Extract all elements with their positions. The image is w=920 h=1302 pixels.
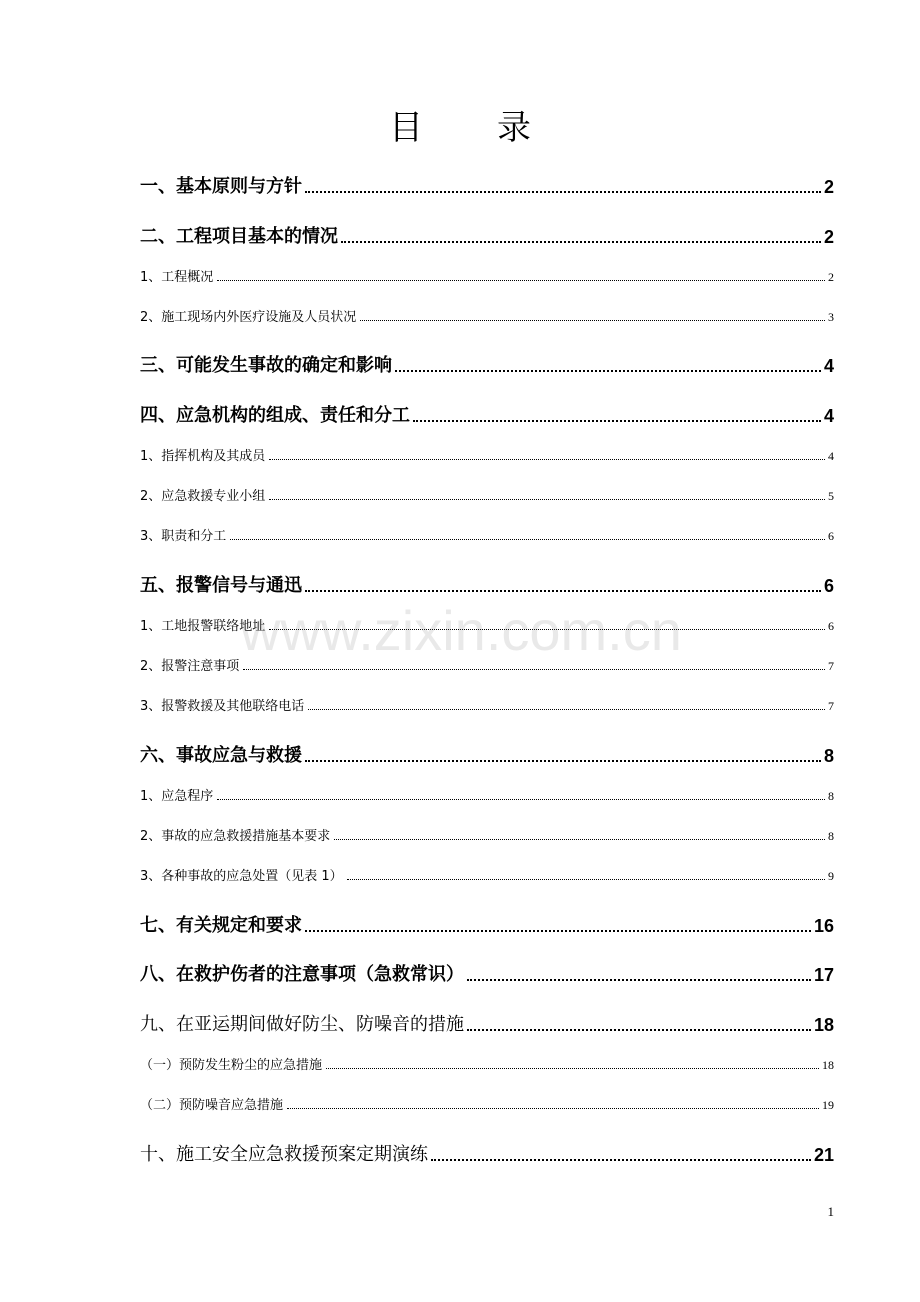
toc-entry-page: 7 xyxy=(828,659,834,673)
toc-leader-dots xyxy=(217,280,825,281)
toc-entry-page: 17 xyxy=(813,965,834,985)
toc-leader-dots xyxy=(360,320,825,321)
toc-leader-dots xyxy=(217,799,825,800)
toc-entry-label: 3、各种事故的应急处置（见表 1） xyxy=(140,869,343,884)
toc-subentry[interactable] xyxy=(140,485,834,504)
toc-entry-label: 3、职责和分工 xyxy=(140,529,227,544)
toc-entry-page: 6 xyxy=(828,529,834,543)
toc-subentry[interactable] xyxy=(140,266,834,285)
toc-entry-page: 19 xyxy=(822,1098,834,1112)
toc-entry[interactable] xyxy=(140,571,834,597)
toc-subentry[interactable] xyxy=(140,525,834,544)
toc-subentry[interactable] xyxy=(140,445,834,464)
toc-entry-label: 2、应急救援专业小组 xyxy=(140,489,266,504)
toc-entry-page: 4 xyxy=(828,449,834,463)
toc-entry-page: 3 xyxy=(828,310,834,324)
toc-entry-label: 2、施工现场内外医疗设施及人员状况 xyxy=(140,310,357,325)
toc-entry-page: 5 xyxy=(828,489,834,503)
toc-entry-label: 三、可能发生事故的确定和影响 xyxy=(140,355,392,376)
toc-leader-dots xyxy=(243,669,825,670)
toc-entry-label: 1、应急程序 xyxy=(140,789,214,804)
title-char-1: 目 xyxy=(389,108,423,148)
toc-entry[interactable] xyxy=(140,960,834,986)
toc-leader-dots xyxy=(334,839,825,840)
toc-entry-label: 1、工地报警联络地址 xyxy=(140,619,266,634)
toc-entry-label: 一、基本原则与方针 xyxy=(140,176,302,197)
toc-subentry[interactable] xyxy=(140,695,834,714)
toc-subentry[interactable] xyxy=(140,785,834,804)
watermark: www.zixin.com.cn xyxy=(240,599,682,662)
toc-entry[interactable] xyxy=(140,401,834,427)
toc-leader-dots xyxy=(308,709,825,710)
toc-entry-page: 21 xyxy=(813,1145,834,1165)
toc-entry-page: 6 xyxy=(823,576,834,596)
toc-entry-label: 2、报警注意事项 xyxy=(140,659,240,674)
title-char-2: 录 xyxy=(497,108,531,148)
toc-leader-dots xyxy=(305,760,821,762)
toc-entry-page: 9 xyxy=(828,869,834,883)
toc-leader-dots xyxy=(305,930,811,932)
toc-entry-label: 2、事故的应急救援措施基本要求 xyxy=(140,829,331,844)
toc-entry-label: 六、事故应急与救援 xyxy=(140,745,302,766)
toc-entry[interactable] xyxy=(140,351,834,377)
toc-leader-dots xyxy=(326,1068,819,1069)
toc-leader-dots xyxy=(395,370,821,372)
toc-entry-label: 二、工程项目基本的情况 xyxy=(140,226,338,247)
toc-subentry[interactable] xyxy=(140,306,834,325)
toc-subentry[interactable] xyxy=(140,865,834,884)
toc-entry-page: 18 xyxy=(813,1015,834,1035)
toc-entry-label: 十、施工安全应急救援预案定期演练 xyxy=(140,1144,428,1165)
toc-entry-label: 八、在救护伤者的注意事项（急救常识） xyxy=(140,964,464,985)
toc-entry-label: 七、有关规定和要求 xyxy=(140,915,302,936)
toc-leader-dots xyxy=(347,879,825,880)
toc-leader-dots xyxy=(467,1029,811,1031)
toc-entry-label: 四、应急机构的组成、责任和分工 xyxy=(140,405,410,426)
toc-entry-label: 1、工程概况 xyxy=(140,270,214,285)
toc-entry-page: 2 xyxy=(823,227,834,247)
toc-entry-page: 7 xyxy=(828,699,834,713)
toc-entry-label: （一）预防发生粉尘的应急措施 xyxy=(140,1058,323,1073)
toc-entry-page: 8 xyxy=(828,829,834,843)
toc-leader-dots xyxy=(413,420,821,422)
toc-leader-dots xyxy=(431,1159,811,1161)
toc-entry-page: 2 xyxy=(828,270,834,284)
toc-leader-dots xyxy=(269,459,825,460)
toc-entry[interactable] xyxy=(140,222,834,248)
page-title xyxy=(0,100,920,149)
toc-leader-dots xyxy=(467,979,811,981)
page-number: 1 xyxy=(827,1204,834,1219)
toc-entry[interactable] xyxy=(140,741,834,767)
toc-entry[interactable] xyxy=(140,1140,834,1166)
toc-entry-label: 3、报警救援及其他联络电话 xyxy=(140,699,305,714)
toc-entry-label: 1、指挥机构及其成员 xyxy=(140,449,266,464)
toc-entry-page: 6 xyxy=(828,619,834,633)
toc-entry-page: 2 xyxy=(823,177,834,197)
toc-entry-page: 4 xyxy=(823,356,834,376)
toc-entry[interactable] xyxy=(140,1010,834,1036)
toc-entry-page: 8 xyxy=(828,789,834,803)
toc-subentry[interactable] xyxy=(140,1054,834,1073)
toc-leader-dots xyxy=(305,590,821,592)
toc-entry-page: 8 xyxy=(823,746,834,766)
toc-entry-label: 九、在亚运期间做好防尘、防噪音的措施 xyxy=(140,1014,464,1035)
toc-leader-dots xyxy=(305,191,821,193)
toc-leader-dots xyxy=(269,499,825,500)
toc-entry-page: 4 xyxy=(823,406,834,426)
toc-leader-dots xyxy=(287,1108,819,1109)
toc-entry[interactable] xyxy=(140,911,834,937)
toc-entry-label: 五、报警信号与通迅 xyxy=(140,575,302,596)
toc-leader-dots xyxy=(341,241,821,243)
toc-entry-label: （二）预防噪音应急措施 xyxy=(140,1098,284,1113)
toc-entry-page: 16 xyxy=(813,916,834,936)
toc-entry-page: 18 xyxy=(822,1058,834,1072)
toc-leader-dots xyxy=(230,539,825,540)
toc-subentry[interactable] xyxy=(140,825,834,844)
toc-entry[interactable] xyxy=(140,172,834,198)
toc-subentry[interactable] xyxy=(140,1094,834,1113)
